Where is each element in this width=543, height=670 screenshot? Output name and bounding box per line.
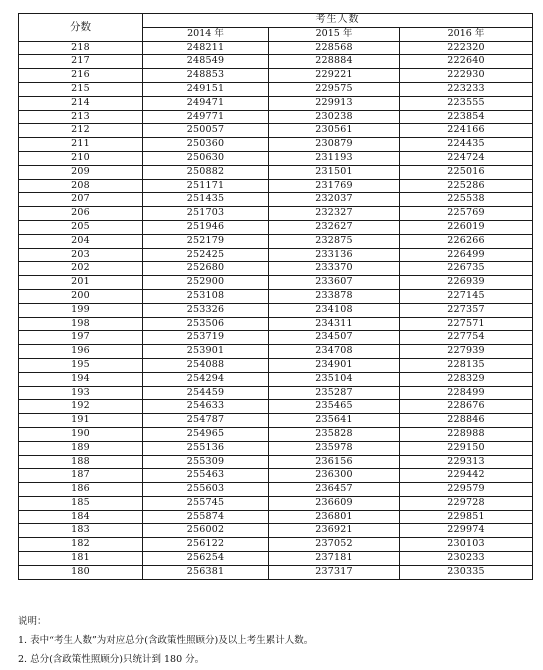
count-cell: 231193: [269, 151, 400, 165]
count-cell: 251703: [143, 207, 269, 221]
count-cell: 250057: [143, 124, 269, 138]
count-cell: 254088: [143, 358, 269, 372]
table-row: [19, 179, 533, 193]
count-cell: 232327: [269, 207, 400, 221]
count-cell: 252680: [143, 262, 269, 276]
score-cell: 214: [19, 96, 143, 110]
count-cell: 229579: [400, 483, 533, 497]
count-cell: 253108: [143, 289, 269, 303]
count-cell: 228846: [400, 414, 533, 428]
count-cell: 230233: [400, 552, 533, 566]
count-cell: 252425: [143, 248, 269, 262]
table-row: [19, 317, 533, 331]
count-cell: 227571: [400, 317, 533, 331]
score-cell: 211: [19, 138, 143, 152]
count-cell: 226939: [400, 276, 533, 290]
count-cell: 237317: [269, 565, 400, 579]
count-cell: 233136: [269, 248, 400, 262]
score-cell: 204: [19, 234, 143, 248]
count-cell: 253901: [143, 345, 269, 359]
table-row: [19, 358, 533, 372]
note-item: 1. 表中“考生人数”为对应总分(含政策性照顾分)及以上考生累计人数。: [18, 635, 314, 646]
table-row: [19, 331, 533, 345]
count-cell: 248549: [143, 55, 269, 69]
count-cell: 228329: [400, 372, 533, 386]
count-cell: 233370: [269, 262, 400, 276]
score-cell: 198: [19, 317, 143, 331]
table-row: [19, 400, 533, 414]
table-row: [19, 386, 533, 400]
count-cell: 236156: [269, 455, 400, 469]
table-row: [19, 248, 533, 262]
count-cell: 234311: [269, 317, 400, 331]
count-cell: 256254: [143, 552, 269, 566]
count-cell: 234108: [269, 303, 400, 317]
count-cell: 252179: [143, 234, 269, 248]
table-row: [19, 469, 533, 483]
count-cell: 228676: [400, 400, 533, 414]
count-cell: 228135: [400, 358, 533, 372]
score-cell: 186: [19, 483, 143, 497]
count-cell: 228988: [400, 427, 533, 441]
table-row: [19, 276, 533, 290]
score-cell: 199: [19, 303, 143, 317]
count-cell: 229221: [269, 69, 400, 83]
score-cell: 181: [19, 552, 143, 566]
count-cell: 234708: [269, 345, 400, 359]
count-cell: 249151: [143, 82, 269, 96]
count-cell: 226266: [400, 234, 533, 248]
count-cell: 224166: [400, 124, 533, 138]
table-body: [19, 41, 533, 579]
table-row: [19, 496, 533, 510]
score-cell: 200: [19, 289, 143, 303]
count-cell: 255745: [143, 496, 269, 510]
count-cell: 236609: [269, 496, 400, 510]
count-cell: 229575: [269, 82, 400, 96]
score-cell: 194: [19, 372, 143, 386]
table-row: [19, 151, 533, 165]
table-row: [19, 441, 533, 455]
count-cell: 228884: [269, 55, 400, 69]
count-cell: 255603: [143, 483, 269, 497]
count-cell: 236457: [269, 483, 400, 497]
score-cell: 197: [19, 331, 143, 345]
table-row: [19, 82, 533, 96]
count-cell: 253506: [143, 317, 269, 331]
count-cell: 254459: [143, 386, 269, 400]
year-header: 2016 年: [400, 27, 533, 41]
count-cell: 235978: [269, 441, 400, 455]
table-row: [19, 427, 533, 441]
count-cell: 229913: [269, 96, 400, 110]
table-row: [19, 414, 533, 428]
count-cell: 235641: [269, 414, 400, 428]
score-cell: 195: [19, 358, 143, 372]
score-cell: 215: [19, 82, 143, 96]
score-cell: 192: [19, 400, 143, 414]
table-row: [19, 69, 533, 83]
count-cell: 255136: [143, 441, 269, 455]
score-cell: 209: [19, 165, 143, 179]
count-cell: 254787: [143, 414, 269, 428]
count-cell: 226735: [400, 262, 533, 276]
count-cell: 222930: [400, 69, 533, 83]
count-cell: 227754: [400, 331, 533, 345]
count-cell: 255874: [143, 510, 269, 524]
header-row-top: [19, 14, 533, 28]
notes-heading: 说明：: [18, 616, 47, 627]
score-cell: 190: [19, 427, 143, 441]
count-cell: 235465: [269, 400, 400, 414]
table-row: [19, 55, 533, 69]
count-cell: 222640: [400, 55, 533, 69]
score-cell: 193: [19, 386, 143, 400]
count-cell: 225286: [400, 179, 533, 193]
count-cell: 254633: [143, 400, 269, 414]
count-cell: 233878: [269, 289, 400, 303]
score-cell: 183: [19, 524, 143, 538]
score-cell: 182: [19, 538, 143, 552]
table-row: [19, 345, 533, 359]
table-row: [19, 303, 533, 317]
score-distribution-sheet: [18, 13, 532, 580]
count-cell: 250882: [143, 165, 269, 179]
count-cell: 229974: [400, 524, 533, 538]
examinee-count-header: 考生人数: [143, 14, 533, 28]
score-cell: 207: [19, 193, 143, 207]
count-cell: 225538: [400, 193, 533, 207]
count-cell: 235104: [269, 372, 400, 386]
count-cell: 225769: [400, 207, 533, 221]
table-row: [19, 193, 533, 207]
table-row: [19, 41, 533, 55]
count-cell: 248211: [143, 41, 269, 55]
count-cell: 237181: [269, 552, 400, 566]
table-row: [19, 552, 533, 566]
count-cell: 226499: [400, 248, 533, 262]
score-cell: 189: [19, 441, 143, 455]
count-cell: 227145: [400, 289, 533, 303]
count-cell: 236801: [269, 510, 400, 524]
score-cell: 208: [19, 179, 143, 193]
count-cell: 236300: [269, 469, 400, 483]
count-cell: 231501: [269, 165, 400, 179]
count-cell: 225016: [400, 165, 533, 179]
count-cell: 255463: [143, 469, 269, 483]
score-cell: 213: [19, 110, 143, 124]
count-cell: 249771: [143, 110, 269, 124]
score-cell: 217: [19, 55, 143, 69]
count-cell: 229442: [400, 469, 533, 483]
count-cell: 227939: [400, 345, 533, 359]
table-row: [19, 538, 533, 552]
count-cell: 232875: [269, 234, 400, 248]
year-header: 2014 年: [143, 27, 269, 41]
score-cell: 203: [19, 248, 143, 262]
count-cell: 222320: [400, 41, 533, 55]
count-cell: 233607: [269, 276, 400, 290]
count-cell: 223233: [400, 82, 533, 96]
count-cell: 224724: [400, 151, 533, 165]
count-cell: 254294: [143, 372, 269, 386]
score-cell: 184: [19, 510, 143, 524]
count-cell: 230879: [269, 138, 400, 152]
count-cell: 251435: [143, 193, 269, 207]
table-row: [19, 289, 533, 303]
table-row: [19, 483, 533, 497]
score-cell: 185: [19, 496, 143, 510]
count-cell: 226019: [400, 220, 533, 234]
score-cell: 191: [19, 414, 143, 428]
count-cell: 230561: [269, 124, 400, 138]
table-row: [19, 510, 533, 524]
table-row: [19, 207, 533, 221]
table-row: [19, 565, 533, 579]
count-cell: 251171: [143, 179, 269, 193]
count-cell: 256122: [143, 538, 269, 552]
score-cell: 216: [19, 69, 143, 83]
note-item: 2. 总分(含政策性照顾分)只统计到 180 分。: [18, 654, 205, 665]
table-row: [19, 234, 533, 248]
score-cell: 205: [19, 220, 143, 234]
table-row: [19, 124, 533, 138]
table-row: [19, 165, 533, 179]
table-row: [19, 138, 533, 152]
score-table: [18, 13, 533, 580]
count-cell: 237052: [269, 538, 400, 552]
count-cell: 224435: [400, 138, 533, 152]
table-row: [19, 455, 533, 469]
count-cell: 251946: [143, 220, 269, 234]
year-header: 2015 年: [269, 27, 400, 41]
count-cell: 253719: [143, 331, 269, 345]
count-cell: 227357: [400, 303, 533, 317]
count-cell: 253326: [143, 303, 269, 317]
table-row: [19, 96, 533, 110]
count-cell: 248853: [143, 69, 269, 83]
count-cell: 230335: [400, 565, 533, 579]
count-cell: 250360: [143, 138, 269, 152]
score-cell: 212: [19, 124, 143, 138]
count-cell: 229313: [400, 455, 533, 469]
count-cell: 231769: [269, 179, 400, 193]
count-cell: 252900: [143, 276, 269, 290]
count-cell: 235287: [269, 386, 400, 400]
score-cell: 202: [19, 262, 143, 276]
count-cell: 229150: [400, 441, 533, 455]
table-row: [19, 372, 533, 386]
score-cell: 187: [19, 469, 143, 483]
count-cell: 254965: [143, 427, 269, 441]
table-row: [19, 262, 533, 276]
count-cell: 234507: [269, 331, 400, 345]
count-cell: 250630: [143, 151, 269, 165]
count-cell: 230238: [269, 110, 400, 124]
count-cell: 256381: [143, 565, 269, 579]
count-cell: 229728: [400, 496, 533, 510]
count-cell: 235828: [269, 427, 400, 441]
notes-section: [18, 612, 532, 669]
count-cell: 228499: [400, 386, 533, 400]
count-cell: 232627: [269, 220, 400, 234]
count-cell: 236921: [269, 524, 400, 538]
table-row: [19, 524, 533, 538]
table-row: [19, 220, 533, 234]
count-cell: 255309: [143, 455, 269, 469]
count-cell: 234901: [269, 358, 400, 372]
count-cell: 223555: [400, 96, 533, 110]
score-cell: 210: [19, 151, 143, 165]
count-cell: 256002: [143, 524, 269, 538]
score-column-header: 分数: [19, 14, 143, 42]
count-cell: 232037: [269, 193, 400, 207]
count-cell: 228568: [269, 41, 400, 55]
score-cell: 218: [19, 41, 143, 55]
count-cell: 230103: [400, 538, 533, 552]
score-cell: 206: [19, 207, 143, 221]
count-cell: 223854: [400, 110, 533, 124]
score-cell: 188: [19, 455, 143, 469]
score-cell: 180: [19, 565, 143, 579]
table-row: [19, 110, 533, 124]
count-cell: 249471: [143, 96, 269, 110]
score-cell: 196: [19, 345, 143, 359]
score-cell: 201: [19, 276, 143, 290]
count-cell: 229851: [400, 510, 533, 524]
